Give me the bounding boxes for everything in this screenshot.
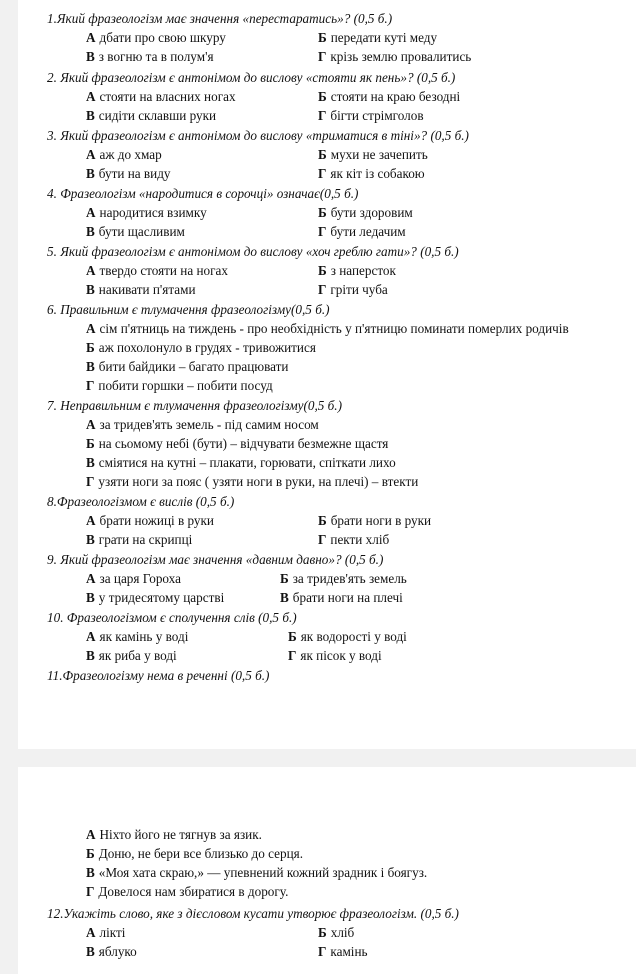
answer-option (318, 263, 396, 279)
question-text: 8.Фразеологізмом є вислів (0,5 б.) (47, 494, 235, 509)
option-text: хліб (330, 925, 355, 940)
answer-option (86, 378, 273, 394)
answer-option (86, 147, 162, 163)
option-text: узяти ноги за пояс ( узяти ноги в руки, на плечі) – втекти (98, 474, 419, 489)
option-text: мухи не зачепить (330, 147, 428, 162)
option-text: пекти хліб (330, 532, 390, 547)
option-text: стояти на власних ногах (99, 89, 236, 104)
question-text: 7. Неправильним є тлумачення фразеологізму(0,5 б.) (47, 398, 342, 413)
answer-option (86, 590, 224, 606)
option-text: як камінь у воді (99, 629, 189, 644)
option-text: як кіт із собакою (330, 166, 425, 181)
answer-option (86, 263, 228, 279)
option-letter: Г (318, 49, 327, 64)
option-text: бити байдики – багато працювати (98, 359, 289, 374)
option-text: стояти на краю безодні (330, 89, 461, 104)
option-letter: Г (86, 884, 95, 899)
option-text: грати на скрипці (98, 532, 193, 547)
option-letter: Г (288, 648, 297, 663)
option-text: Доню, не бери все близько до серця. (98, 846, 304, 861)
answer-option (86, 89, 236, 105)
option-text: як риба у воді (98, 648, 177, 663)
option-text: гріти чуба (330, 282, 388, 297)
question-text: 11.Фразеологізму нема в реченні (0,5 б.) (47, 668, 270, 683)
question-text: 10. Фразеологізмом є сполучення слів (0,5 б.) (47, 610, 297, 625)
option-text: сім п'ятниць на тиждень - про необхідність у п'ятницю поминати померлих родичів (99, 321, 569, 336)
option-text: аж похолонуло в грудях - тривожитися (98, 340, 316, 355)
answer-option (86, 513, 214, 529)
option-text: за царя Гороха (99, 571, 181, 586)
answer-option (318, 282, 388, 298)
option-text: у тридесятому царстві (98, 590, 225, 605)
answer-option (86, 455, 396, 471)
question-text: 6. Правильним є тлумачення фразеологізму(0,5 б.) (47, 302, 330, 317)
option-letter: Г (318, 224, 327, 239)
answer-option (318, 49, 471, 65)
option-text: твердо стояти на ногах (99, 263, 228, 278)
option-letter: А (86, 89, 96, 104)
option-letter: А (86, 925, 96, 940)
option-letter: В (86, 532, 95, 547)
answer-option (318, 147, 428, 163)
option-letter: Г (318, 282, 327, 297)
answer-option (318, 513, 431, 529)
option-text: Ніхто його не тягнув за язик. (99, 827, 262, 842)
option-letter: В (280, 590, 289, 605)
option-letter: В (86, 49, 95, 64)
option-letter: В (86, 455, 95, 470)
option-text: дбати про свою шкуру (99, 30, 226, 45)
answer-option (86, 30, 226, 46)
option-text: аж до хмар (99, 147, 162, 162)
option-letter: В (86, 224, 95, 239)
option-letter: Б (288, 629, 297, 644)
option-letter: В (86, 166, 95, 181)
option-text: яблуко (98, 944, 137, 959)
option-letter: Б (318, 205, 327, 220)
question-text: 2. Який фразеологізм є антонімом до вислову «стояти як пень»? (0,5 б.) (47, 70, 456, 85)
option-letter: А (86, 571, 96, 586)
option-text: «Моя хата скраю,» — упевнений кожний зрадник і боягуз. (98, 865, 428, 880)
option-letter: А (86, 827, 96, 842)
option-letter: В (86, 944, 95, 959)
answer-option (318, 944, 368, 960)
answer-option (86, 359, 288, 375)
option-text: бути ледачим (330, 224, 406, 239)
question-text: 4. Фразеологізм «народитися в сорочці» означає(0,5 б.) (47, 186, 359, 201)
option-text: народитися взимку (99, 205, 207, 220)
answer-option (86, 321, 569, 337)
option-letter: Б (86, 340, 95, 355)
option-letter: А (86, 417, 96, 432)
option-letter: А (86, 30, 96, 45)
answer-option (86, 224, 185, 240)
option-letter: Б (86, 436, 95, 451)
answer-option (86, 340, 316, 356)
answer-option (86, 571, 181, 587)
option-letter: В (86, 590, 95, 605)
answer-option (86, 436, 388, 452)
answer-option (86, 925, 125, 941)
option-letter: А (86, 629, 96, 644)
answer-option (86, 865, 427, 881)
option-letter: Б (318, 30, 327, 45)
option-text: сидіти склавши руки (98, 108, 217, 123)
option-letter: Б (280, 571, 289, 586)
question-text: 9. Який фразеологізм має значення «давним давно»? (0,5 б.) (47, 552, 384, 567)
option-letter: Г (318, 944, 327, 959)
option-letter: А (86, 321, 96, 336)
option-letter: Б (86, 846, 95, 861)
answer-option (86, 282, 196, 298)
option-letter: Г (318, 532, 327, 547)
option-letter: Б (318, 263, 327, 278)
option-letter: Г (86, 474, 95, 489)
answer-option (86, 532, 192, 548)
question-text: 5. Який фразеологізм є антонімом до вислову «хоч греблю гати»? (0,5 б.) (47, 244, 459, 259)
answer-option (318, 224, 406, 240)
answer-option (318, 532, 389, 548)
option-letter: Б (318, 513, 327, 528)
option-text: бути щасливим (98, 224, 185, 239)
answer-option (318, 89, 460, 105)
option-text: накивати п'ятами (98, 282, 196, 297)
option-text: бути на виду (98, 166, 171, 181)
option-text: брати ножиці в руки (99, 513, 214, 528)
question-text: 1.Який фразеологізм має значення «перестаратись»? (0,5 б.) (47, 11, 393, 26)
answer-option (288, 648, 382, 664)
option-text: передати куті меду (330, 30, 438, 45)
option-letter: Б (318, 147, 327, 162)
answer-option (318, 925, 354, 941)
option-text: бігти стрімголов (330, 108, 424, 123)
option-letter: Б (318, 89, 327, 104)
option-text: побити горшки – побити посуд (98, 378, 273, 393)
option-text: на сьомому небі (бути) – відчувати безмежне щастя (98, 436, 389, 451)
answer-option (86, 827, 262, 843)
answer-option (86, 648, 177, 664)
option-letter: А (86, 263, 96, 278)
answer-option (86, 417, 319, 433)
option-letter: Г (318, 166, 327, 181)
answer-option (86, 944, 137, 960)
answer-option (86, 846, 303, 862)
option-text: бути здоровим (330, 205, 413, 220)
option-text: за тридев'ять земель - під самим носом (99, 417, 319, 432)
option-text: як водорості у воді (300, 629, 407, 644)
answer-option (280, 571, 407, 587)
option-text: брати ноги в руки (330, 513, 432, 528)
option-text: брати ноги на плечі (292, 590, 403, 605)
answer-option (288, 629, 407, 645)
answer-option (280, 590, 403, 606)
answer-option (86, 884, 288, 900)
option-letter: В (86, 359, 95, 374)
option-text: крізь землю провалитись (330, 49, 472, 64)
option-text: з наперсток (330, 263, 396, 278)
option-text: за тридев'ять земель (292, 571, 407, 586)
question-text: 12.Укажіть слово, яке з дієсловом кусати утворює фразеологізм. (0,5 б.) (47, 906, 459, 921)
option-letter: В (86, 282, 95, 297)
option-letter: В (86, 648, 95, 663)
answer-option (86, 474, 418, 490)
option-text: як пісок у воді (300, 648, 382, 663)
answer-option (86, 166, 171, 182)
question-text: 3. Який фразеологізм є антонімом до вислову «триматися в тіні»? (0,5 б.) (47, 128, 469, 143)
answer-option (318, 205, 413, 221)
option-letter: Б (318, 925, 327, 940)
option-text: з вогню та в полум'я (98, 49, 214, 64)
answer-option (318, 108, 424, 124)
answer-option (86, 205, 207, 221)
option-letter: В (86, 108, 95, 123)
answer-option (318, 166, 425, 182)
option-letter: А (86, 147, 96, 162)
option-letter: Г (86, 378, 95, 393)
option-text: Довелося нам збиратися в дорогу. (98, 884, 289, 899)
answer-option (86, 49, 214, 65)
option-text: камінь (330, 944, 368, 959)
option-letter: А (86, 513, 96, 528)
answer-option (86, 108, 216, 124)
answer-option (86, 629, 188, 645)
option-letter: А (86, 205, 96, 220)
option-letter: В (86, 865, 95, 880)
option-letter: Г (318, 108, 327, 123)
answer-option (318, 30, 437, 46)
option-text: сміятися на кутні – плакати, горювати, спіткати лихо (98, 455, 396, 470)
option-text: лікті (99, 925, 126, 940)
